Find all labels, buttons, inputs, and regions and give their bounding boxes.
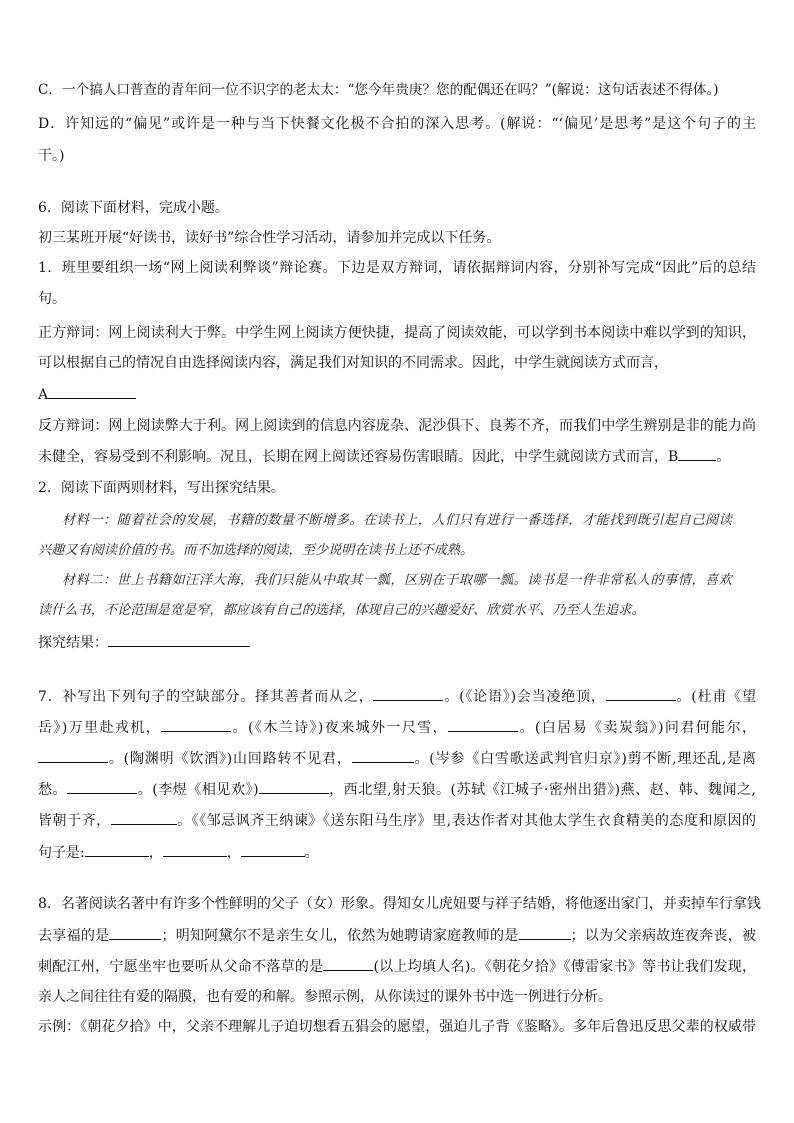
q7-text: ，西北望,射天狼。(苏轼《江城子·密州出猎》)燕、赵、韩、魏闻之, — [328, 782, 756, 798]
q7-text: 岳》)万里赴戎机， — [38, 720, 162, 736]
q7-blank[interactable] — [241, 842, 305, 857]
q7-text: 。(白居易《卖炭翁》)问君何能尔， — [518, 720, 756, 736]
con-argument-line1: 反方辩词：网上阅读弊大于利。网上阅读到的信息内容庞杂、泥沙俱下、良莠不齐，而我们中学生辨别是非的能力尚 — [38, 418, 756, 434]
q7-text: 7．补写出下列句子的空缺部分。择其善者而从之， — [38, 689, 374, 705]
q7-blank[interactable] — [373, 686, 443, 701]
q6-task2: 2．阅读下面两则材料，写出探究结果。 — [38, 480, 285, 496]
q8-text: ；以为父亲病故连夜奔丧，被 — [570, 928, 757, 944]
q7-sep: ， — [148, 845, 163, 861]
q6-intro: 初三某班开展“好读书，读好书”综合性学习活动，请参加并完成以下任务。 — [38, 230, 501, 246]
q7-text: 。(《木兰诗》)夜来城外一尺雪， — [231, 720, 449, 736]
q7-text: 。(杜甫《望 — [675, 689, 756, 705]
pro-argument-line1: 正方辩词：网上阅读利大于弊。中学生网上阅读方便快捷，提高了阅读效能，可以学到书本阅读中难以学到的知识， — [38, 325, 756, 341]
q7-text: 。(岑参《白雪歌送武判官归京》)剪不断,理还乱,是离 — [413, 751, 756, 767]
q8-text: 刺配江州，宁愿坐牢也要听从父命不落草的是 — [38, 959, 324, 975]
q6-task1-line1: 1．班里要组织一场“网上阅读利弊谈”辩论赛。下边是双方辩词，请依据辩词内容，分别补写完成“因此”后的总结 — [38, 260, 756, 276]
con-argument-text: 未健全，容易受到不利影响。况且，长期在网上阅读还容易伤害眼睛。因此，中学生就阅读方式而言，B — [38, 449, 679, 465]
q8-line2 — [38, 925, 756, 946]
q7-text: 句子是: — [38, 845, 85, 861]
q8-blank[interactable] — [323, 956, 373, 971]
q7-blank[interactable] — [38, 748, 108, 763]
q7-text: 。(《论语》)会当凌绝顶， — [443, 689, 606, 705]
answer-a-blank[interactable] — [48, 384, 136, 399]
result-line — [38, 632, 250, 653]
answer-a-line — [38, 384, 136, 405]
q7-blank[interactable] — [259, 779, 329, 794]
material2-line1: 材料二：世上书籍如汪洋大海，我们只能从中取其一瓢，区别在于取哪一瓢。读书是一件非常私人的事情，喜欢 — [62, 573, 732, 588]
q7-text: 。《《邹忌讽齐王纳谏》《送东阳马生序》里,表达作者对其他太学生衣食精美的态度和原因的 — [176, 813, 757, 829]
answer-a-label: A — [38, 387, 49, 403]
q8-blank[interactable] — [519, 925, 571, 940]
q7-blank[interactable] — [352, 748, 414, 763]
result-blank[interactable] — [108, 632, 250, 647]
material2-line2: 读什么书，不论范围是宽是窄，都应该有自己的选择，体现自己的兴趣爱好、欣赏水平、乃至人生追求。 — [38, 603, 645, 618]
option-c: C．一个搞人口普查的青年问一位不识字的老太太：“您今年贵庚？您的配偶还在吗？”(解说：这句话表述不得体。) — [38, 82, 719, 98]
q7-blank[interactable] — [67, 779, 137, 794]
q6-title: 6．阅读下面材料，完成小题。 — [38, 200, 229, 216]
q7-blank[interactable] — [448, 717, 518, 732]
q7-line1 — [38, 686, 756, 707]
q7-text: 。(李煜《相见欢》) — [137, 782, 259, 798]
pro-argument-line2: 可以根据自己的情况自由选择阅读内容，满足我们对知识的不同需求。因此，中学生就阅读方式而言， — [38, 355, 668, 371]
q7-sep: ， — [226, 845, 241, 861]
q7-blank[interactable] — [163, 842, 227, 857]
q7-line2 — [38, 717, 756, 738]
con-argument-end: 。 — [716, 449, 731, 465]
q7-text: 愁。 — [38, 782, 68, 798]
q7-text: 皆朝于齐， — [38, 813, 111, 829]
q7-blank[interactable] — [85, 842, 149, 857]
q7-line6 — [38, 842, 319, 863]
q8-line3 — [38, 956, 756, 977]
q8-text: ；明知阿黛尔不是亲生女儿，依然为她聘请家庭教师的是 — [161, 928, 519, 944]
material1-line1: 材料一：随着社会的发展，书籍的数量不断增多。在读书上，人们只有进行一番选择，才能找到既引起自己阅读 — [62, 513, 732, 528]
q7-line4 — [38, 779, 756, 800]
q8-line1: 8．名著阅读名著中有许多个性鲜明的父子（女）形象。得知女儿虎妞要与祥子结婚，将他逐出家门，并卖掉车行拿钱 — [38, 896, 761, 912]
q8-text: 去享福的是 — [38, 928, 110, 944]
q8-text: (以上均填人名)。《朝花夕拾》《傅雷家书》等书让我们发现， — [373, 959, 756, 975]
q8-blank[interactable] — [109, 925, 161, 940]
option-d-line1: D．许知远的“偏见”或许是一种与当下快餐文化极不合拍的深入思考。(解说：“‘偏见’是思考”是这个句子的主 — [38, 116, 756, 132]
q7-blank[interactable] — [606, 686, 676, 701]
q7-line3 — [38, 748, 756, 769]
q7-blank[interactable] — [111, 810, 177, 825]
result-label: 探究结果： — [38, 635, 108, 651]
q8-line5: 示例：《朝花夕拾》中，父亲不理解儿子迫切想看五猖会的愿望，强迫儿子背《鉴略》。多年后鲁迅反思父辈的权威带 — [38, 1019, 756, 1035]
q6-task1-line2: 句。 — [38, 291, 66, 307]
q7-blank[interactable] — [161, 717, 231, 732]
q7-line5 — [38, 810, 756, 831]
q7-end: 。 — [304, 845, 319, 861]
con-argument-line2 — [38, 446, 730, 467]
answer-b-blank[interactable] — [678, 446, 716, 461]
q7-text: 。(陶渊明《饮酒》)山回路转不见君， — [108, 751, 352, 767]
material1-line2: 兴趣又有阅读价值的书。而不加选择的阅读，至少说明在读书上还不成熟。 — [38, 543, 474, 558]
option-d-line2: 干。) — [38, 148, 65, 164]
q8-line4: 亲人之间往往有爱的隔膜，也有爱的和解。参照示例，从你读过的课外书中选一例进行分析。 — [38, 989, 612, 1005]
